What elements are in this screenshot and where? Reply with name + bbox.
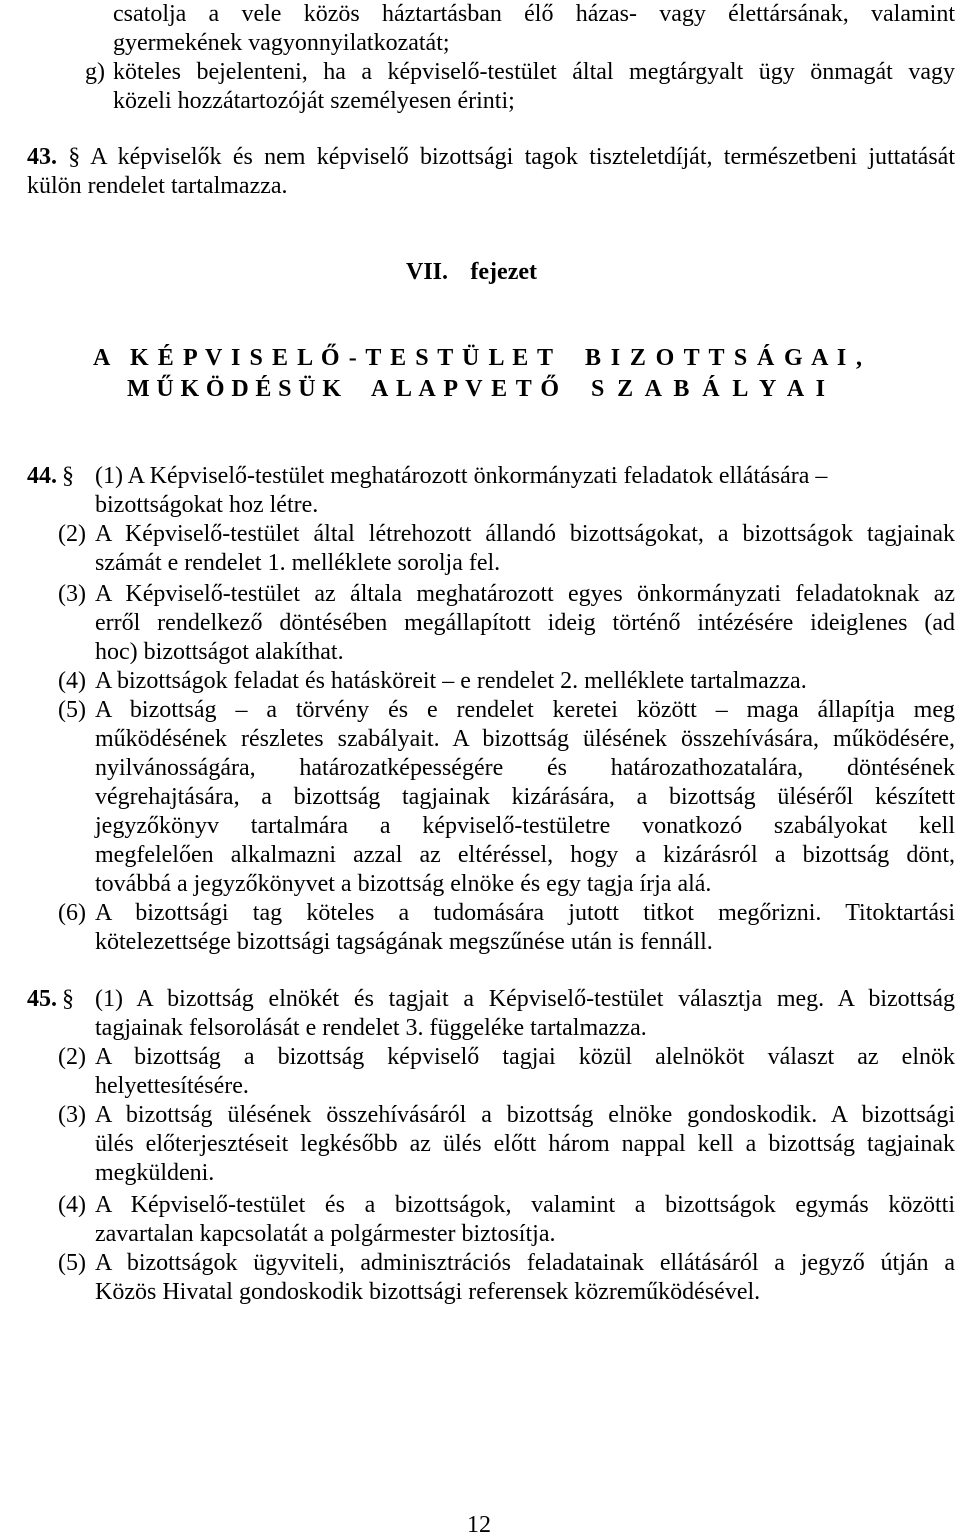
line-text: A képviselők és nem képviselő bizottsági tagok tiszteletdíját, természetbeni juttatását bbox=[90, 144, 955, 170]
line-text: A bizottsági tag köteles a tudomására jutott titkot megőrizni. Titoktartási bbox=[95, 900, 955, 926]
paragraph-label: (5) bbox=[58, 697, 86, 723]
text-line bbox=[0, 609, 955, 638]
line-text: jegyzőkönyv tartalmára a képviselő-testületre vonatkozó szabályokat kell bbox=[95, 813, 955, 839]
line-text: csatolja a vele közös háztartásban élő házas- vagy élettársának, valamint bbox=[113, 1, 955, 27]
line-text: megfelelően alkalmazni azzal az eltéréssel, hogy a kizárásról a bizottság dönt, bbox=[95, 842, 955, 868]
chapter-title-word: A L A P V E T Ő bbox=[371, 376, 559, 402]
page-number: 12 bbox=[467, 1512, 491, 1535]
text-line bbox=[0, 899, 955, 928]
text-line bbox=[0, 841, 955, 870]
line-text: erről rendelkező döntésében megállapított ideig történő intézésére ideiglenes (ad bbox=[95, 610, 955, 636]
text-line bbox=[0, 1014, 955, 1043]
line-text: működésének részletes szabályait. A bizottság ülésének összehívására, működésére, bbox=[95, 726, 955, 752]
section-45 bbox=[0, 985, 955, 1307]
text-line bbox=[0, 1159, 955, 1188]
text-line bbox=[0, 1220, 955, 1249]
line-text: köteles bejelenteni, ha a képviselő-testület által megtárgyalt ügy önmagát vagy bbox=[113, 59, 955, 85]
text-line bbox=[0, 29, 955, 58]
text-line bbox=[0, 1043, 955, 1072]
line-text: ülés előterjesztéseit legkésőbb az ülés előtt három nappal kell a bizottság tagjainak bbox=[95, 1131, 955, 1157]
line-text: A bizottságok feladat és hatásköreit – e rendelet 2. melléklete tartalmazza. bbox=[95, 668, 807, 694]
text-line bbox=[0, 870, 955, 899]
paragraph-label: (2) bbox=[58, 1044, 86, 1070]
line-text: közeli hozzátartozóját személyesen érinti; bbox=[113, 88, 515, 114]
text-line bbox=[0, 725, 955, 754]
text-line bbox=[0, 520, 955, 549]
section-number: 45. bbox=[27, 986, 57, 1012]
text-line bbox=[0, 696, 955, 725]
line-text: helyettesítésére. bbox=[95, 1073, 249, 1099]
line-text: megküldeni. bbox=[95, 1160, 215, 1186]
paragraph-label: (2) bbox=[58, 521, 86, 547]
text-line bbox=[0, 549, 955, 578]
section-sign: § bbox=[68, 144, 81, 170]
text-line bbox=[0, 667, 955, 696]
paragraph-label: (4) bbox=[58, 1192, 86, 1218]
paragraph-label: (1) bbox=[95, 986, 123, 1012]
line-text: hoc) bizottságot alakíthat. bbox=[95, 639, 344, 665]
line-text: A bizottságok ügyviteli, adminisztrációs feladatainak ellátásáról a jegyző útján a bbox=[95, 1250, 955, 1276]
text-line bbox=[0, 580, 955, 609]
line-text: A Képviselő-testület az általa meghatározott egyes önkormányzati feladatoknak az bbox=[95, 581, 955, 607]
list-block-intro bbox=[0, 0, 955, 116]
section-number: 43. bbox=[27, 144, 57, 170]
paragraph-label: (5) bbox=[58, 1250, 86, 1276]
text-line bbox=[0, 1278, 955, 1307]
text-line bbox=[0, 638, 955, 667]
text-line bbox=[0, 143, 955, 172]
section-sign: § bbox=[62, 463, 74, 489]
line-text: A bizottság – a törvény és e rendelet keretei között – maga állapítja meg bbox=[95, 697, 955, 723]
paragraph-label: (3) bbox=[58, 581, 86, 607]
text-line bbox=[0, 0, 955, 29]
line-text: A Képviselő-testület meghatározott önkormányzati feladatok ellátására – bbox=[127, 463, 828, 489]
chapter-title-word: M Ű K Ö D É S Ü K bbox=[127, 376, 341, 402]
text-line bbox=[0, 1130, 955, 1159]
text-line bbox=[0, 985, 955, 1014]
line-text: bizottságokat hoz létre. bbox=[95, 492, 319, 518]
text-line bbox=[0, 928, 955, 957]
chapter-title-word: K É P V I S E L Ő - T E S T Ü L E T bbox=[130, 345, 553, 371]
text-line bbox=[0, 1072, 955, 1101]
paragraph-label: (1) bbox=[95, 463, 123, 489]
section-number: 44. bbox=[27, 463, 57, 489]
line-text: A bizottság elnökét és tagjait a Képviselő-testület választja meg. A bizottság bbox=[136, 986, 955, 1012]
text-line bbox=[0, 812, 955, 841]
line-text: A Képviselő-testület és a bizottságok, valamint a bizottságok egymás közötti bbox=[95, 1192, 955, 1218]
item-label-g: g) bbox=[85, 59, 105, 85]
line-text: gyermekének vagyonnyilatkozatát; bbox=[113, 30, 450, 56]
line-text: számát e rendelet 1. melléklete sorolja fel. bbox=[95, 550, 501, 576]
section-sign: § bbox=[62, 986, 74, 1012]
line-text: tagjainak felsorolását e rendelet 3. függeléke tartalmazza. bbox=[95, 1015, 647, 1041]
paragraph-label: (3) bbox=[58, 1102, 86, 1128]
text-line bbox=[0, 783, 955, 812]
line-text: kötelezettsége bizottsági tagságának megszűnése után is fennáll. bbox=[95, 929, 713, 955]
text-line bbox=[0, 58, 955, 87]
chapter-title-word: S Z A B Á L Y A I bbox=[591, 376, 825, 402]
line-text: A bizottság a bizottság képviselő tagjai közül alelnököt választ az elnök bbox=[95, 1044, 955, 1070]
text-line bbox=[0, 172, 955, 201]
text-line bbox=[0, 754, 955, 783]
text-line bbox=[0, 462, 955, 491]
text-line bbox=[0, 1249, 955, 1278]
section-44 bbox=[0, 462, 955, 957]
section-43 bbox=[0, 143, 955, 201]
paragraph-label: (6) bbox=[58, 900, 86, 926]
text-line bbox=[0, 1191, 955, 1220]
line-text: nyilvánosságára, határozatképességére és határozathozatalára, döntésének bbox=[95, 755, 955, 781]
line-text: továbbá a jegyzőkönyvet a bizottság elnöke és egy tagja írja alá. bbox=[95, 871, 712, 897]
text-line bbox=[0, 491, 955, 520]
line-text: zavartalan kapcsolatát a polgármester biztosítja. bbox=[95, 1221, 556, 1247]
line-text: A Képviselő-testület által létrehozott állandó bizottságokat, a bizottságok tagjainak bbox=[95, 521, 955, 547]
line-text: végrehajtására, a bizottság tagjainak kizárására, a bizottság üléséről készített bbox=[95, 784, 955, 810]
line-text: külön rendelet tartalmazza. bbox=[27, 173, 288, 199]
chapter-heading: VII. fejezet bbox=[406, 259, 537, 285]
line-text: A bizottság ülésének összehívásáról a bizottság elnöke gondoskodik. A bizottsági bbox=[95, 1102, 955, 1128]
text-line bbox=[0, 1101, 955, 1130]
text-line bbox=[0, 87, 955, 116]
line-text: Közös Hivatal gondoskodik bizottsági referensek közreműködésével. bbox=[95, 1279, 761, 1305]
paragraph-label: (4) bbox=[58, 668, 86, 694]
chapter-title-word: A bbox=[93, 345, 111, 371]
chapter-title-word: B I Z O T T S Á G A I , bbox=[585, 345, 862, 371]
